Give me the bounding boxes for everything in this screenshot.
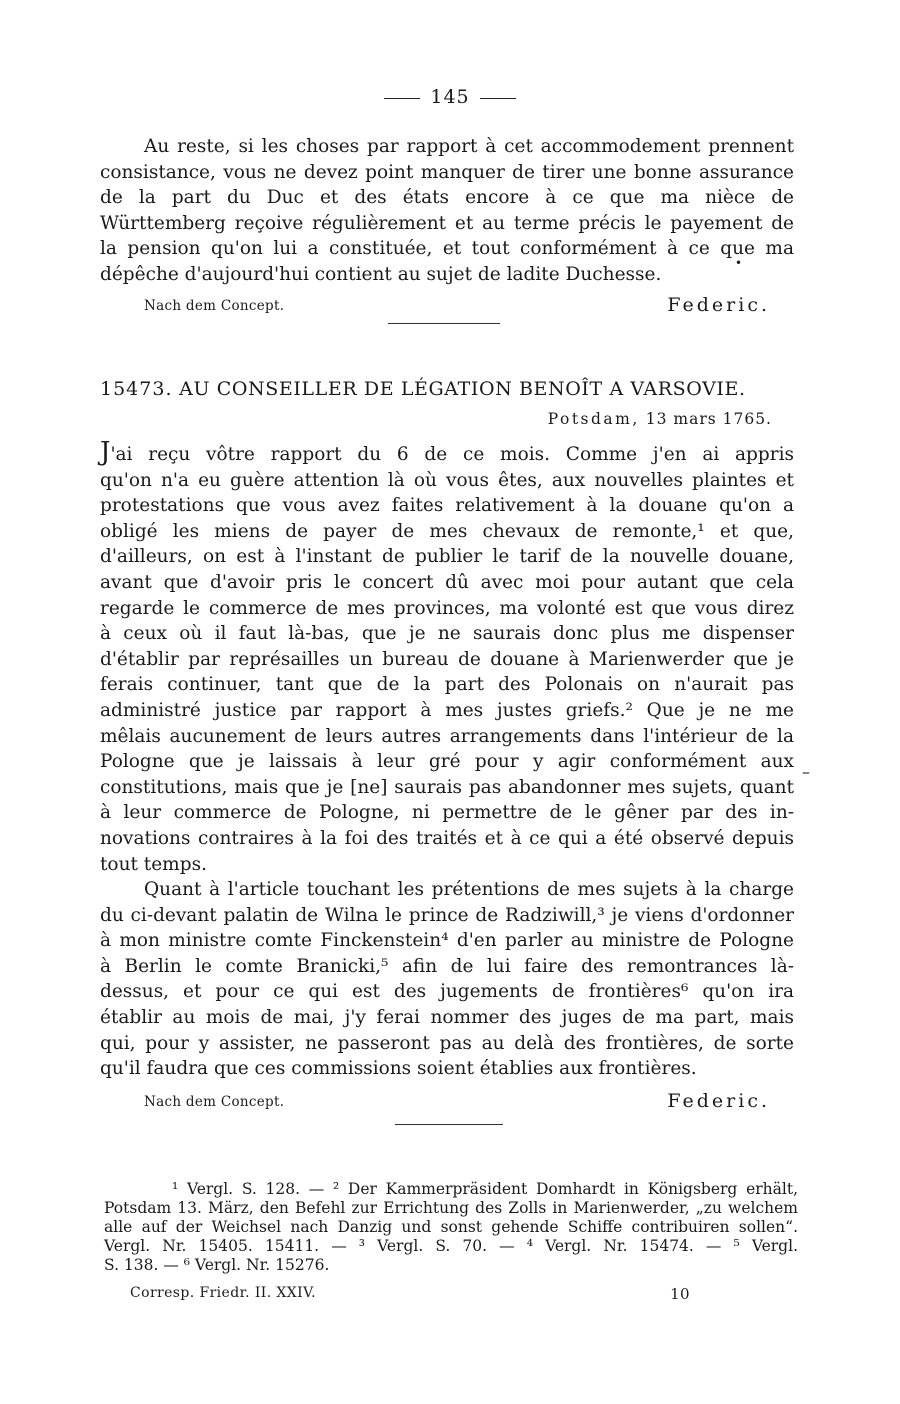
- letter-2-signature-row: [100, 1084, 794, 1112]
- section-divider: [395, 1124, 503, 1125]
- letter-2-paragraph-2: [100, 877, 794, 1082]
- text-line: à ceux où il faut là-bas, que je ne saurais donc plus me dispenser: [100, 623, 794, 645]
- page-number: 145: [430, 86, 470, 108]
- header-dash-left: [384, 98, 420, 99]
- text-line: ferais continuer, tant que de la part des Polonais on n'aurait pas: [100, 674, 794, 696]
- margin-dot-mark: •: [735, 256, 743, 270]
- text-line: du ci-devant palatin de Wilna le prince de Radziwill,³ je viens d'ordonner: [100, 904, 794, 926]
- letter-1-paragraph: [100, 134, 794, 288]
- letter-2-heading: [100, 378, 800, 400]
- text-line: Pologne que je laissais à leur gré pour y agir conformément aux: [100, 751, 794, 773]
- text-line: Potsdam 13. März, den Befehl zur Errichtung des Zolls in Marienwerder, „zu welchem: [104, 1199, 798, 1217]
- text-line: établir au mois de mai, j'y ferai nommer des juges de ma part, mais: [100, 1007, 794, 1029]
- letter-title: AU CONSEILLER DE LÉGATION BENOÎT A VARSOVIE.: [179, 378, 746, 400]
- text-line: avant que d'avoir pris le concert dû avec moi pour autant que cela: [100, 571, 794, 593]
- text-line: Vergl. Nr. 15405. 15411. — ³ Vergl. S. 70. — ⁴ Vergl. Nr. 15474. — ⁵ Vergl.: [104, 1237, 798, 1255]
- letter-2-body: [100, 437, 794, 1082]
- text-line: ¹ Vergl. S. 128. — ² Der Kammerpräsident Domhardt in Königsberg erhält,: [172, 1180, 798, 1198]
- text-line: regarde le commerce de mes provinces, ma volonté est que vous direz: [100, 597, 794, 619]
- letter-date: 13 mars 1765.: [645, 410, 772, 428]
- text-line: mêlais aucunement de leurs autres arrangements dans l'intérieur de la: [100, 725, 794, 747]
- sheet-number: 10: [670, 1285, 690, 1303]
- text-line: à mon ministre comte Finckenstein⁴ d'en parler au ministre de Pologne: [100, 930, 794, 952]
- text-line: dessus, et pour ce qui est des jugements de frontières⁶ qu'on ira: [100, 981, 794, 1003]
- text-line: novations contraires à la foi des traités et à ce qui a été observé depuis: [100, 827, 794, 849]
- text-line: administré justice par rapport à mes justes griefs.² Que je ne me: [100, 699, 794, 721]
- signature: Federic.: [667, 294, 770, 316]
- concept-note: Nach dem Concept.: [144, 1094, 285, 1110]
- drop-cap: J: [100, 437, 111, 467]
- signature: Federic.: [667, 1090, 770, 1112]
- page-footer: [130, 1285, 690, 1301]
- page-header: [0, 86, 900, 108]
- text-line: qu'on n'a eu guère attention là où vous êtes, aux nouvelles plaintes et: [100, 469, 794, 491]
- margin-dash-mark: –: [802, 762, 810, 781]
- text-line: Au reste, si les choses par rapport à cet accommodement prennent: [144, 136, 794, 157]
- header-dash-right: [480, 98, 516, 99]
- letter-1-signature-row: [100, 288, 794, 316]
- dateline: [100, 410, 772, 428]
- text-line-rest: 'ai reçu vôtre rapport du 6 de ce mois. Comme j'en ai appris: [110, 444, 794, 465]
- text-line: S. 138. — ⁶ Vergl. Nr. 15276.: [104, 1256, 330, 1274]
- concept-note: Nach dem Concept.: [144, 298, 285, 314]
- text-line: constitutions, mais que je [ne] saurais pas abandonner mes sujets, quant: [100, 776, 794, 798]
- text-line: obligé les miens de payer de mes chevaux de remonte,¹ et que,: [100, 520, 794, 542]
- text-line: qu'il faudra que ces commissions soient établies aux frontières.: [100, 1058, 697, 1080]
- letter-place: Potsdam,: [547, 410, 640, 428]
- letter-1-body: [100, 134, 794, 288]
- text-line: alle auf der Weichsel nach Danzig und sonst gehende Schiffe contribuiren sollen“.: [104, 1218, 798, 1236]
- letter-2-paragraph-1: [100, 437, 794, 877]
- text-line: dépêche d'aujourd'hui contient au sujet de ladite Duchesse.: [100, 263, 662, 285]
- letter-number: 15473.: [100, 378, 173, 400]
- text-line: de la part du Duc et des états encore à ce que ma nièce de: [100, 187, 794, 209]
- footer-source: Corresp. Friedr. II. XXIV.: [130, 1285, 316, 1301]
- text-line: à leur commerce de Pologne, ni permettre de le gêner par des in-: [100, 802, 794, 824]
- text-line: d'ailleurs, on est à l'instant de publier le tarif de la nouvelle douane,: [100, 546, 794, 568]
- text-line: Württemberg reçoive régulièrement et au terme précis le payement de: [100, 212, 794, 234]
- section-divider: [388, 323, 500, 324]
- text-line: [100, 437, 794, 468]
- footnotes: [104, 1180, 798, 1275]
- text-line: Quant à l'article touchant les prétentions de mes sujets à la charge: [144, 879, 794, 901]
- text-line: tout temps.: [100, 853, 207, 875]
- text-line: protestations que vous avez faites relativement à la douane qu'on a: [100, 495, 794, 517]
- text-line: qui, pour y assister, ne passeront pas au delà des frontières, de sorte: [100, 1032, 794, 1054]
- text-line: à Berlin le comte Branicki,⁵ afin de lui faire des remontrances là-: [100, 955, 794, 977]
- text-line: la pension qu'on lui a constituée, et tout conformément à ce que ma: [100, 238, 794, 260]
- text-line: consistance, vous ne devez point manquer de tirer une bonne assurance: [100, 161, 794, 183]
- text-line: d'établir par représailles un bureau de douane à Marienwerder que je: [100, 648, 794, 670]
